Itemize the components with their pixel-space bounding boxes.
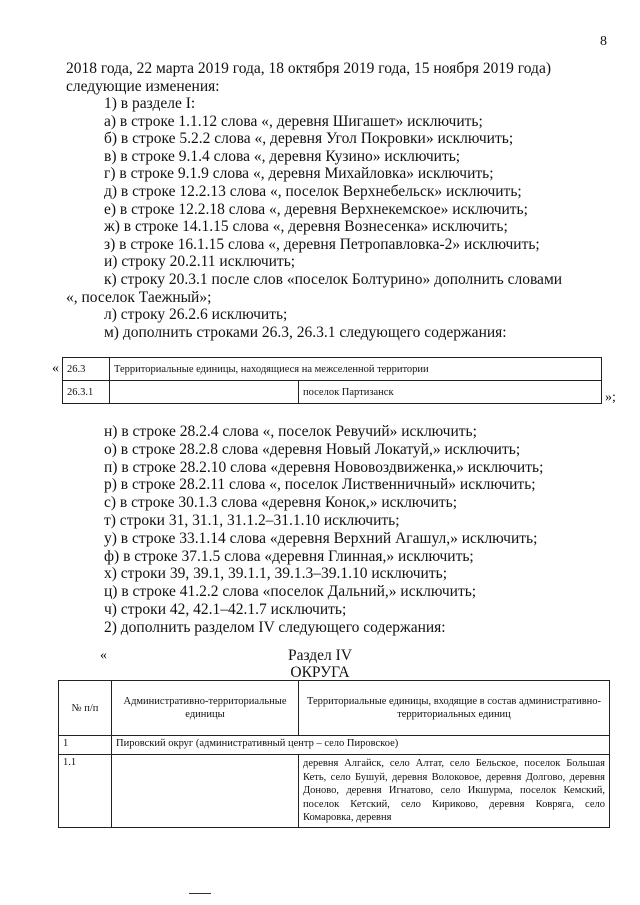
list-item: п) в строке 28.2.10 слова «деревня Нововоздвиженка,» исключить;	[104, 458, 544, 476]
intro-paragraph	[66, 60, 612, 96]
list-item: и) строку 20.2.11 исключить;	[104, 253, 296, 271]
header-territorial-units: Территориальные единицы, входящие в состав административно-территориальных единиц	[299, 681, 610, 736]
table-open-quote: «	[52, 361, 59, 376]
list-item: 2) дополнить разделом IV следующего содержания:	[104, 618, 446, 636]
table-row	[63, 358, 602, 381]
list-item: в) в строке 9.1.4 слова «, деревня Кузино» исключить;	[104, 147, 461, 165]
table-cell-empty	[112, 755, 299, 828]
amendment-list-part-2	[66, 423, 606, 637]
list-item: х) строки 39, 39.1, 39.1.1, 39.1.3–39.1.10 исключить;	[104, 565, 447, 583]
table-close-quote: »;	[605, 390, 616, 405]
insert-table-26-3	[62, 357, 602, 404]
list-item: у) в строке 33.1.14 слова «деревня Верхний Агашул,» исключить;	[104, 529, 538, 547]
list-item: ч) строки 42, 42.1–42.1.7 исключить;	[104, 600, 347, 618]
list-item-continuation: «, поселок Таежный»;	[66, 288, 212, 306]
list-item: к) строку 20.3.1 после слов «поселок Болтурино» дополнить словами	[104, 270, 563, 288]
list-item: т) строки 31, 31.1, 31.1.2–31.1.10 исключить;	[104, 511, 400, 529]
table-row	[59, 755, 610, 828]
table-row	[59, 736, 610, 755]
page-number: 8	[600, 34, 607, 49]
amendment-list-part-1	[66, 95, 606, 341]
table-cell-text: деревня Алгайск, село Алтат, село Бельское, поселок Большая Кеть, село Бушуй, деревня Волоковое, деревня Долгово, деревня Доново, деревня Игнатово, село Икшурма, поселок Кемский, поселок Кетский, село Кириково, деревня Ковряга, село Комаровка, деревня	[299, 755, 610, 828]
section-iv-table	[58, 680, 610, 828]
list-item: л) строку 26.2.6 исключить;	[104, 306, 288, 324]
list-item: ж) в строке 14.1.15 слова «, деревня Вознесенка» исключить;	[104, 218, 508, 236]
section-open-quote: «	[100, 648, 107, 663]
table-cell-text: Пировский округ (административный центр – село Пировское)	[112, 736, 610, 755]
list-item: 1) в разделе I:	[104, 95, 196, 112]
section-title: Раздел IV	[287, 647, 353, 664]
list-item: г) в строке 9.1.9 слова «, деревня Михайловка» исключить;	[104, 165, 494, 183]
intro-line-2: следующие изменения:	[66, 78, 220, 95]
footer-line	[189, 893, 211, 894]
list-item: д) в строке 12.2.13 слова «, поселок Верхнебельск» исключить;	[104, 182, 522, 200]
list-item: е) в строке 12.2.18 слова «, деревня Верхнекемское» исключить;	[104, 200, 528, 218]
table-header-row	[59, 681, 610, 736]
table-cell-num: 26.3.1	[63, 381, 110, 404]
section-subtitle: ОКРУГА	[290, 664, 350, 681]
table-cell-text: Территориальные единицы, находящиеся на межселенной территории	[110, 358, 602, 381]
list-item: н) в строке 28.2.4 слова «, поселок Ревучий» исключить;	[104, 423, 477, 440]
list-item: ц) в строке 41.2.2 слова «поселок Дальний,» исключить;	[104, 583, 477, 601]
table-cell-num: 1	[59, 736, 112, 755]
list-item: р) в строке 28.2.11 слова «, поселок Лиственничный» исключить;	[104, 476, 536, 494]
header-num: № п/п	[59, 681, 112, 736]
table-cell-text: поселок Партизанск	[299, 381, 602, 404]
table-cell-num: 26.3	[63, 358, 110, 381]
list-item: з) в строке 16.1.15 слова «, деревня Петропавловка-2» исключить;	[104, 235, 540, 253]
list-item: б) в строке 5.2.2 слова «, деревня Угол Покровки» исключить;	[104, 130, 514, 148]
list-item: с) в строке 30.1.3 слова «деревня Конок,» исключить;	[104, 494, 458, 512]
header-admin-units: Административно-территориальные единицы	[112, 681, 299, 736]
list-item: о) в строке 28.2.8 слова «деревня Новый Локатуй,» исключить;	[104, 440, 521, 458]
list-item: ф) в строке 37.1.5 слова «деревня Глинная,» исключить;	[104, 547, 474, 565]
table-cell-num: 1.1	[59, 755, 112, 828]
intro-line-1: 2018 года, 22 марта 2019 года, 18 октября 2019 года, 15 ноября 2019 года)	[66, 60, 551, 77]
table-cell-empty	[110, 381, 299, 404]
list-item: а) в строке 1.1.12 слова «, деревня Шигашет» исключить;	[104, 112, 483, 130]
table-row	[63, 381, 602, 404]
list-item: м) дополнить строками 26.3, 26.3.1 следующего содержания:	[104, 323, 507, 341]
